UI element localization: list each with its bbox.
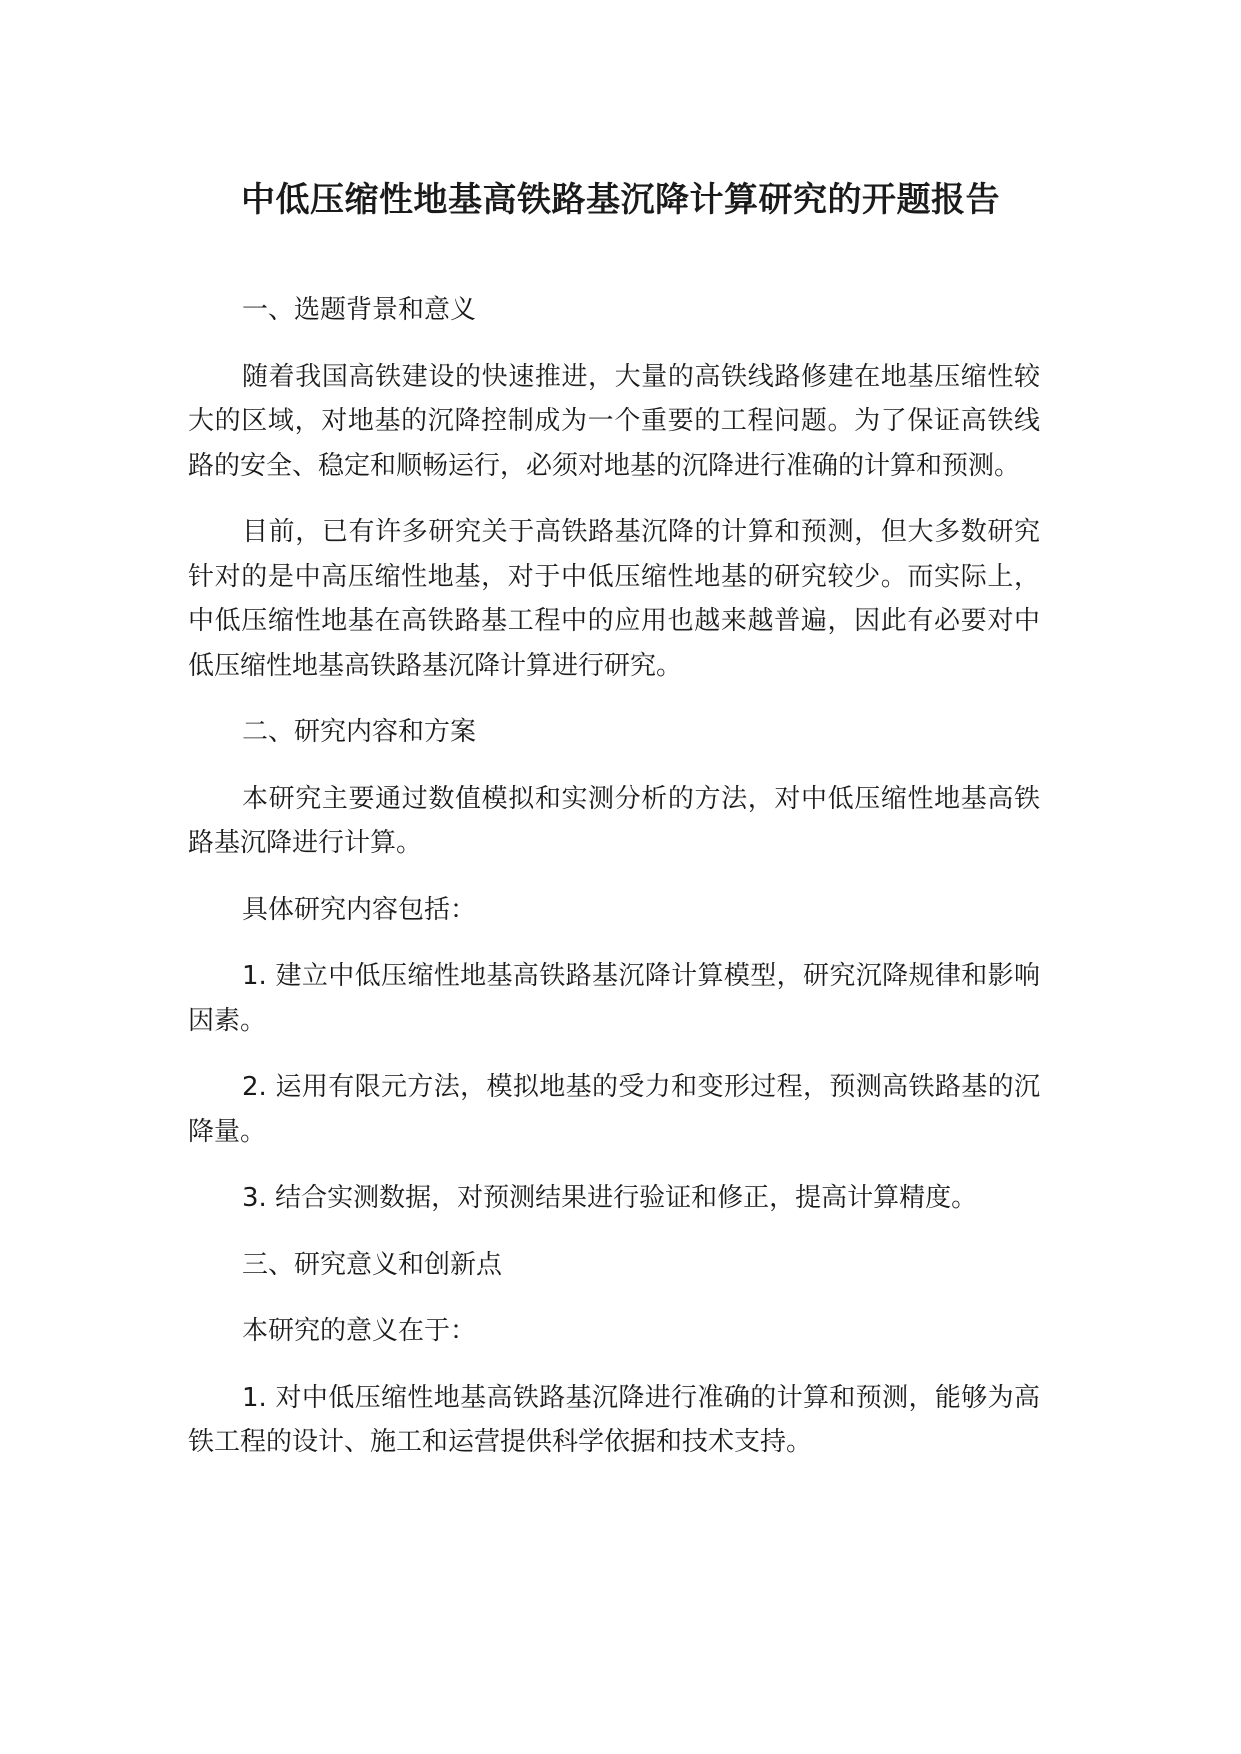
document-body bbox=[188, 288, 1040, 1487]
list-item-3: 3. 结合实测数据，对预测结果进行验证和修正，提高计算精度。 bbox=[242, 1183, 978, 1213]
document-title: 中低压缩性地基高铁路基沉降计算研究的开题报告 bbox=[241, 180, 1000, 220]
section-heading-content: 二、研究内容和方案 bbox=[242, 717, 477, 747]
paragraph-content-intro: 具体研究内容包括： bbox=[242, 894, 477, 925]
paragraph-significance-intro: 本研究的意义在于： bbox=[242, 1316, 477, 1346]
list-item-2: 2. 运用有限元方法，模拟地基的受力和变形过程，预测高铁路基的沉降量。 bbox=[188, 1072, 1040, 1147]
list-item-1: 1. 建立中低压缩性地基高铁路基沉降计算模型，研究沉降规律和影响因素。 bbox=[188, 961, 1040, 1036]
paragraph-research-method: 本研究主要通过数值模拟和实测分析的方法，对中低压缩性地基高铁路基沉降进行计算。 bbox=[188, 783, 1040, 858]
section-heading-significance: 三、研究意义和创新点 bbox=[242, 1249, 503, 1280]
section-heading-background: 一、选题背景和意义 bbox=[242, 295, 477, 325]
significance-item-1: 1. 对中低压缩性地基高铁路基沉降进行准确的计算和预测，能够为高铁工程的设计、施工和运营提供科学依据和技术支持。 bbox=[188, 1382, 1040, 1457]
paragraph-background: 随着我国高铁建设的快速推进，大量的高铁线路修建在地基压缩性较大的区域，对地基的沉降控制成为一个重要的工程问题。为了保证高铁线路的安全、稳定和顺畅运行，必须对地基的沉降进行准确的计算和预测。 bbox=[188, 361, 1040, 481]
paragraph-current-research: 目前，已有许多研究关于高铁路基沉降的计算和预测，但大多数研究针对的是中高压缩性地基，对于中低压缩性地基的研究较少。而实际上，中低压缩性地基在高铁路基工程中的应用也越来越普遍，因此有必要对中低压缩性地基高铁路基沉降计算进行研究。 bbox=[188, 517, 1040, 681]
